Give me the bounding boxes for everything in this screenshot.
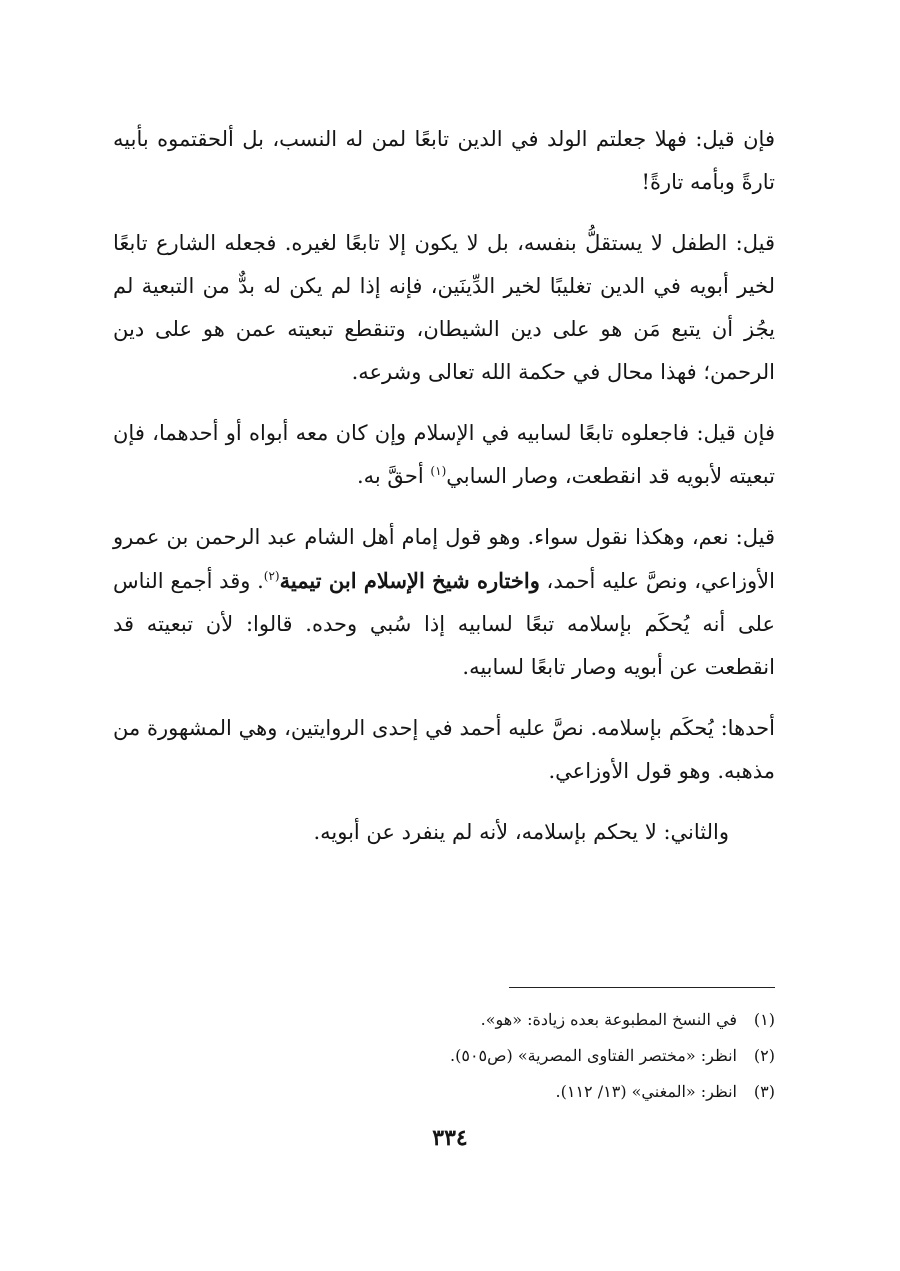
paragraph-second-view: والثاني: لا يحكم بإسلامه، لأنه لم ينفرد عن أبويه. — [313, 820, 729, 844]
footnote-text: في النسخ المطبوعة بعده زيادة: «هو». — [480, 1010, 737, 1029]
footnote-item — [113, 1002, 775, 1038]
paragraph-answer-2-end: . وقد أجمع الناس على أنه يُحكَم بإسلامه تبعًا لسابيه إذا سُبي وحده. قالوا: لأن تبعيته قد انقطعت عن أبويه وصار تابعًا لسابيه. — [113, 569, 775, 679]
paragraph-answer-2 — [113, 516, 775, 689]
footnote-text: انظر: «مختصر الفتاوى المصرية» (ص٥٠٥). — [450, 1046, 737, 1065]
paragraph-question-2 — [113, 412, 775, 498]
footnote-number: (٢) — [753, 1046, 775, 1065]
footnote-item — [113, 1074, 775, 1110]
footnotes — [113, 1002, 775, 1110]
footnote-ref-2[interactable]: (٢) — [263, 569, 280, 583]
paragraph-answer-2-bold: واختاره شيخ الإسلام ابن تيمية — [279, 568, 540, 593]
footnote-number: (١) — [753, 1010, 775, 1029]
footnote-text: انظر: «المغني» (١٣/ ١١٢). — [555, 1082, 737, 1101]
paragraph-first-view: أحدها: يُحكَم بإسلامه. نصَّ عليه أحمد في إحدى الروايتين، وهي المشهورة من مذهبه. وهو قول الأوزاعي. — [113, 716, 775, 783]
footnote-ref-1[interactable]: (١) — [430, 464, 447, 478]
paragraph-answer-1: قيل: الطفل لا يستقلُّ بنفسه، بل لا يكون إلا تابعًا لغيره. فجعله الشارع تابعًا لخير أبويه في الدين تغليبًا لخير الدِّينَين، فإنه إذا لم يكن له بدٌّ من التبعية لم يجُز أن يتبع مَن هو على دين الشيطان، وتنقطع تبعيته عمن هو على دين الرحمن؛ فهذا محال في حكمة الله تعالى وشرعه. — [113, 231, 775, 384]
footnote-item — [113, 1038, 775, 1074]
page-number: ٣٣٤ — [432, 1125, 468, 1151]
paragraph-answer-2-text: قيل: نعم، وهكذا نقول سواء. وهو قول إمام أهل الشام عبد الرحمن بن عمرو الأوزاعي، ونصَّ عليه أحمد، — [113, 525, 775, 593]
paragraph-question-2-end: أحقَّ به. — [356, 464, 431, 488]
footnote-divider — [509, 987, 775, 988]
paragraph-question-2-text: فإن قيل: فاجعلوه تابعًا لسابيه في الإسلام وإن كان معه أبواه أو أحدهما، فإن تبعيته لأبويه قد انقطعت، وصار السابي — [113, 421, 775, 488]
paragraph-question-1: فإن قيل: فهلا جعلتم الولد في الدين تابعًا لمن له النسب، بل ألحقتموه بأبيه تارةً وبأمه تارةً! — [113, 127, 775, 194]
main-text — [113, 118, 775, 872]
footnote-number: (٣) — [753, 1082, 775, 1101]
